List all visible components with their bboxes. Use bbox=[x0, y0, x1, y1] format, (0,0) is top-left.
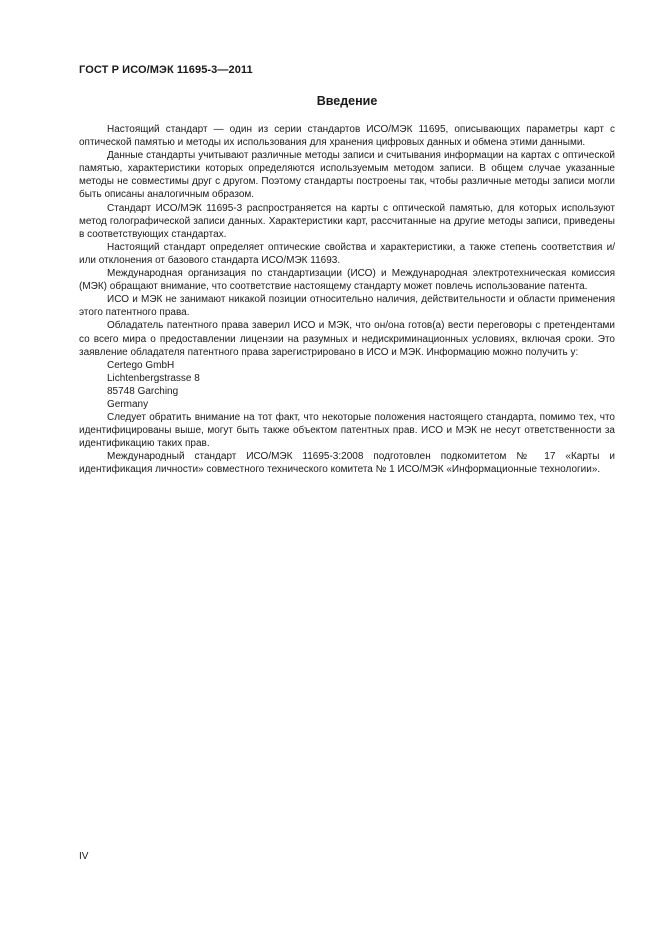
paragraph: Международный стандарт ИСО/МЭК 11695-3:2008 подготовлен подкомитетом № 17 «Карты и идентификация личности» совместного технического комитета № 1 ИСО/МЭК «Информационные технологии». bbox=[79, 451, 615, 476]
address-line: Germany bbox=[107, 398, 149, 410]
address-line: 85748 Garching bbox=[107, 385, 179, 397]
paragraph: Настоящий стандарт — один из серии стандартов ИСО/МЭК 11695, описывающих параметры карт с оптической памятью и методы их использования для хранения цифровых данных и обмена этими данными. bbox=[79, 124, 615, 149]
paragraph: Данные стандарты учитывают различные методы записи и считывания информации на картах с оптической памятью, характеристики которых определяются используемым методом записи. В общем случае указанные методы не совместимы друг с другом. Поэтому стандарты построены так, чтобы различные методы записи могли быть описаны аналогичным образом. bbox=[79, 150, 615, 201]
running-header: ГОСТ Р ИСО/МЭК 11695-3—2011 bbox=[79, 64, 253, 76]
paragraph: ИСО и МЭК не занимают никакой позиции относительно наличия, действительности и области применения этого патентного права. bbox=[79, 294, 615, 319]
patent-holder-address bbox=[79, 359, 615, 411]
address-line: Certego GmbH bbox=[107, 359, 175, 371]
section-title: Введение bbox=[316, 94, 378, 108]
paragraph: Настоящий стандарт определяет оптические свойства и характеристики, а также степень соответствия и/или отклонения от базового стандарта ИСО/МЭК 11693. bbox=[79, 241, 615, 266]
introduction-body bbox=[79, 123, 615, 477]
page-number: IV bbox=[79, 851, 89, 862]
paragraph: Стандарт ИСО/МЭК 11695-3 распространяется на карты с оптической памятью, для которых используют метод голографической записи данных. Характеристики карт, рассчитанные на другие методы записи, приведены в соответствующих стандартах. bbox=[79, 202, 615, 240]
paragraph: Обладатель патентного права заверил ИСО и МЭК, что он/она готов(а) вести переговоры с претендентами со всего мира о предоставлении лицензии на разумных и недискриминационных условиях, включая сроки. Это заявление обладателя патентного права зарегистрировано в ИСО и МЭК. Информацию можно получить у: bbox=[79, 320, 615, 358]
paragraph: Следует обратить внимание на тот факт, что некоторые положения настоящего стандарта, помимо тех, что идентифицированы выше, могут быть также объектом патентных прав. ИСО и МЭК не несут ответственности за идентификацию таких прав. bbox=[79, 412, 615, 450]
address-line: Lichtenbergstrasse 8 bbox=[107, 372, 200, 384]
paragraph: Международная организация по стандартизации (ИСО) и Международная электротехническая комиссия (МЭК) обращают внимание, что соответствие настоящему стандарту может повлечь использование патента. bbox=[79, 268, 615, 293]
